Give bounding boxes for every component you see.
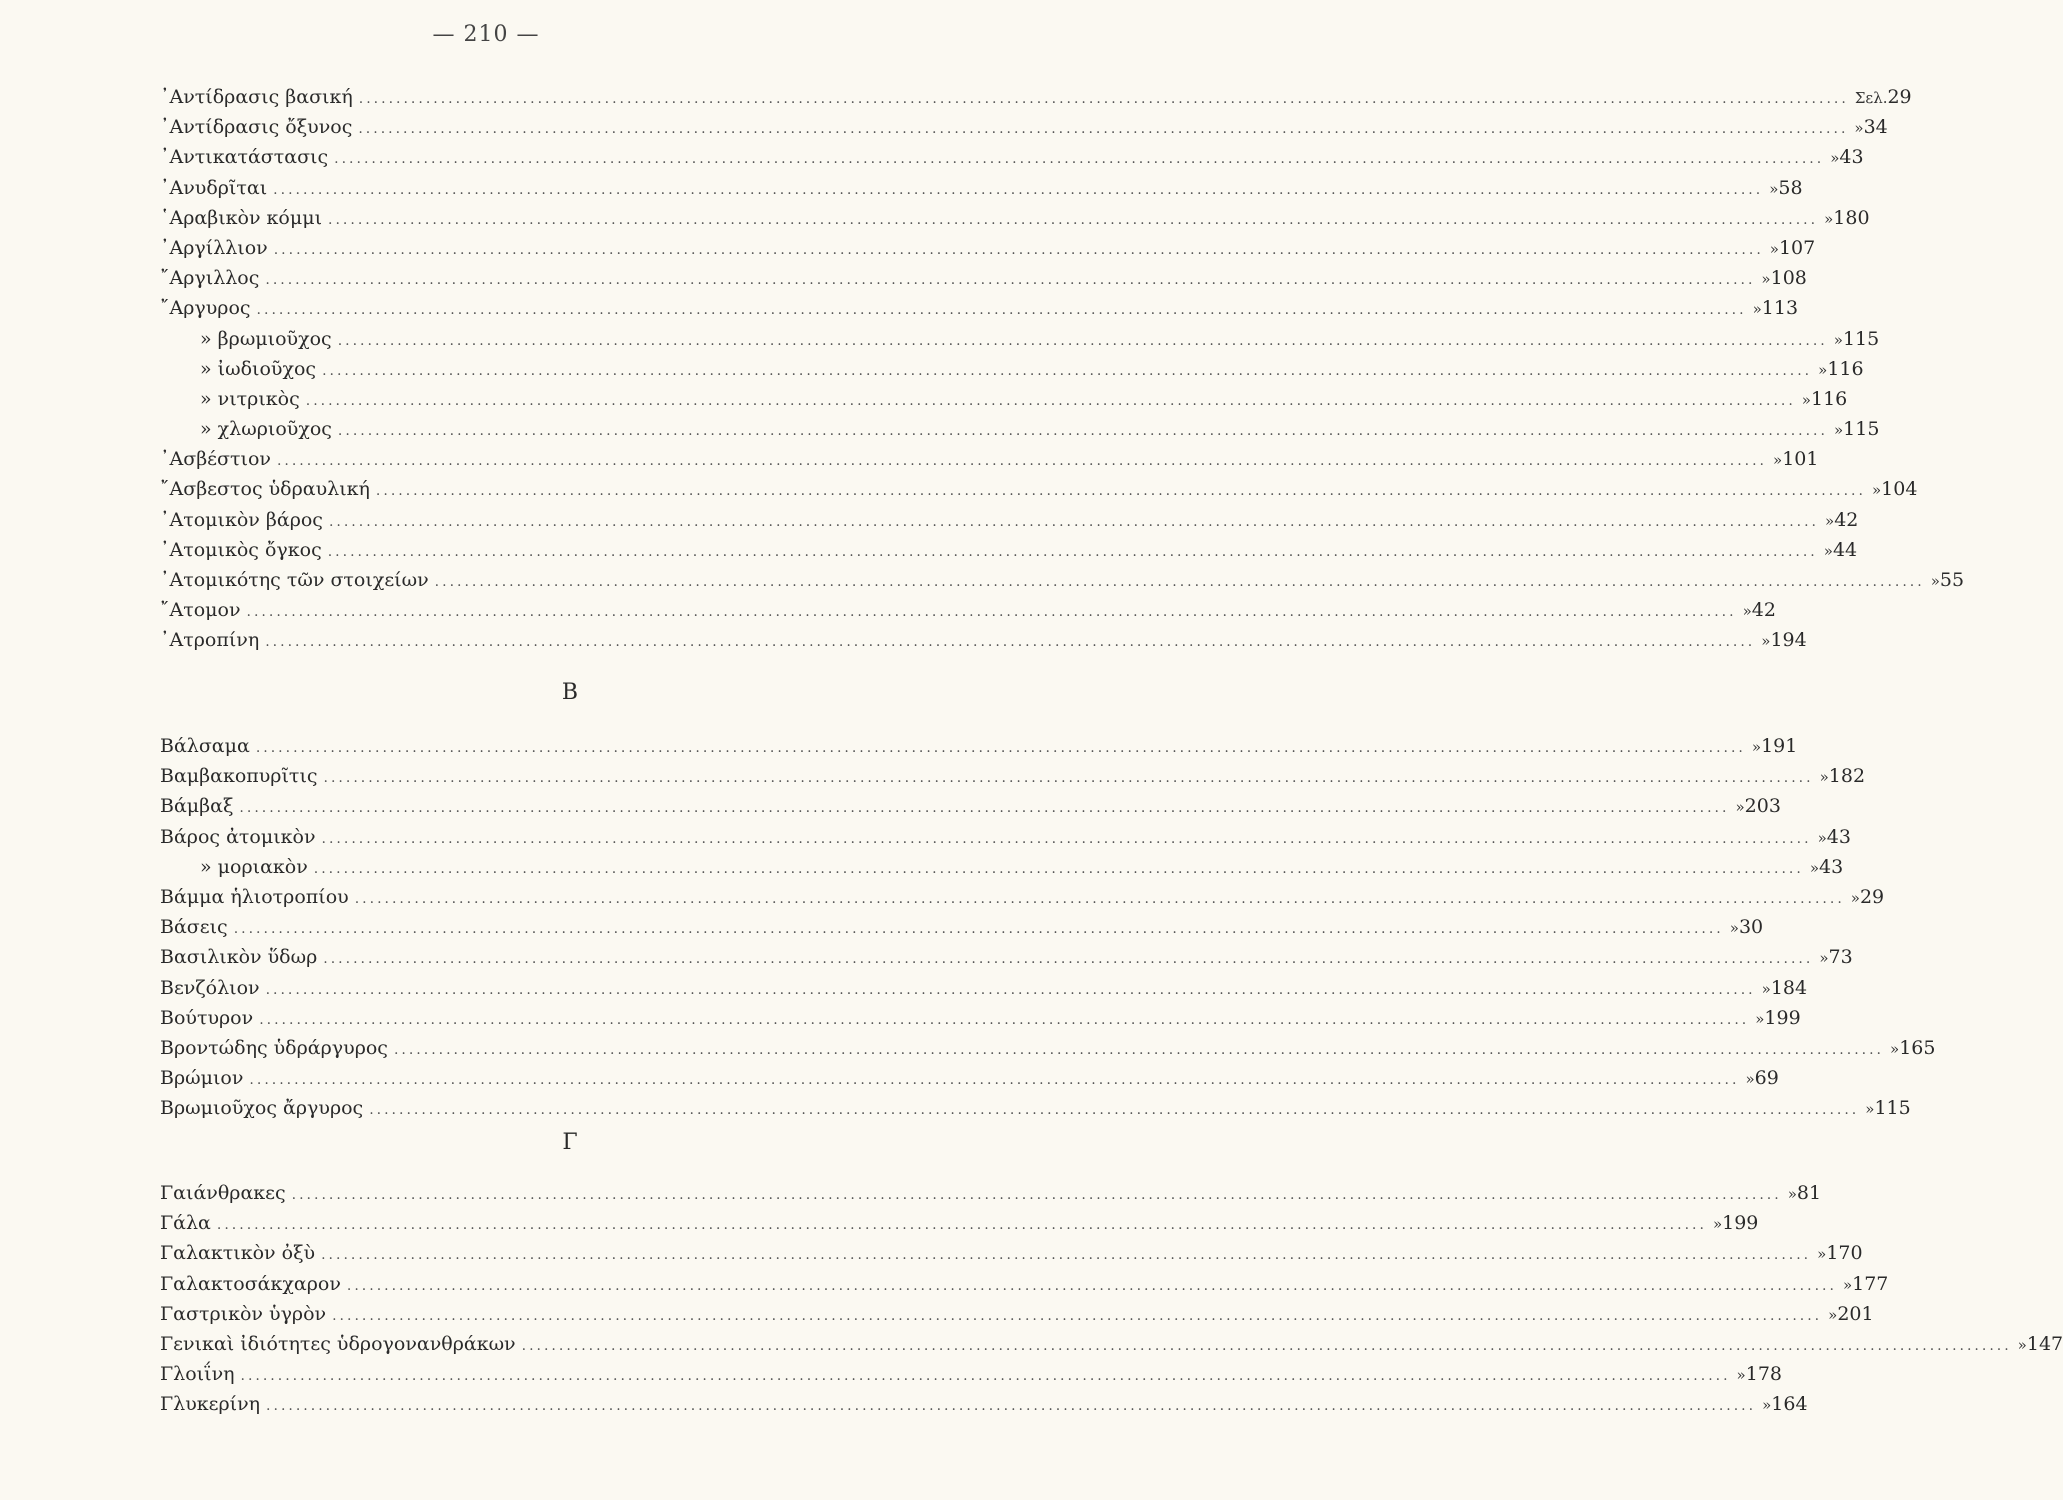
entry-page-number: 164 xyxy=(1771,1393,1808,1416)
ditto-mark: » xyxy=(1735,798,1745,817)
leader-dots: ........................................................................................................................................................................................................ xyxy=(521,1337,2012,1354)
entry-term: Γαιάνθρακες xyxy=(160,1182,286,1204)
entry-page-number: 194 xyxy=(1770,629,1807,652)
index-section-alpha xyxy=(160,82,1965,656)
entry-page-number: 165 xyxy=(1899,1036,1936,1059)
entry-term: Βαμβακοπυρῖτις xyxy=(160,765,318,788)
leader-dots: ........................................................................................................................................................................................................ xyxy=(337,332,1828,349)
entry-term: » μοριακὸν xyxy=(200,855,308,878)
ditto-mark: » xyxy=(1769,239,1779,258)
entry-page-number: 108 xyxy=(1770,267,1807,290)
entry-term: Βάσεις xyxy=(160,916,228,939)
leader-dots: ........................................................................................................................................................................................................ xyxy=(265,272,1756,289)
entry-page-number: 43 xyxy=(1826,825,1851,848)
entry-page-number: 115 xyxy=(1843,418,1880,441)
entry-term: Βάμμα ἡλιοτροπίου xyxy=(160,885,349,908)
entry-page-number: 104 xyxy=(1881,478,1918,501)
entry-page-number: 182 xyxy=(1828,765,1866,788)
entry-page-number: 101 xyxy=(1782,448,1819,471)
leader-dots: ........................................................................................................................................................................................................ xyxy=(246,604,1737,621)
ditto-mark: » xyxy=(1833,330,1843,349)
index-entry xyxy=(160,293,1799,323)
entry-page-number: 42 xyxy=(1751,599,1776,622)
leader-dots: ........................................................................................................................................................................................................ xyxy=(265,634,1756,651)
index-entry xyxy=(160,505,1859,535)
leader-dots: ........................................................................................................................................................................................................ xyxy=(322,362,1813,379)
entry-term: » χλωριοῦχος xyxy=(200,418,332,441)
leader-dots: ........................................................................................................................................................................................................ xyxy=(327,543,1818,560)
index-entry xyxy=(160,731,1798,761)
entry-term: Βροντώδης ὑδράργυρος xyxy=(160,1036,388,1059)
section-letter-gamma: Γ xyxy=(562,1130,578,1155)
index-entry xyxy=(160,1003,1801,1033)
entry-term: ᾽Ατομικὸν βάρος xyxy=(160,508,323,531)
entry-page-number: 81 xyxy=(1796,1182,1822,1204)
leader-dots: ........................................................................................................................................................................................................ xyxy=(393,1041,1884,1058)
entry-term: » βρωμιοῦχος xyxy=(200,327,332,350)
ditto-mark: » xyxy=(1817,828,1827,847)
entry-page-number: 113 xyxy=(1761,297,1799,320)
ditto-mark: » xyxy=(1736,1366,1746,1385)
ditto-mark: » xyxy=(1761,632,1771,651)
entry-term: ῎Ασβεστος ὑδραυλική xyxy=(160,478,370,501)
ditto-mark: » xyxy=(1752,300,1762,319)
leader-dots: ........................................................................................................................................................................................................ xyxy=(346,1277,1837,1294)
index-entry xyxy=(160,1389,1808,1419)
entry-term: ᾽Ατροπίνη xyxy=(160,629,260,652)
entry-page-number: 180 xyxy=(1833,206,1870,229)
entry-term: ῎Αργιλλος xyxy=(160,267,260,290)
entry-page-number: 147 xyxy=(2026,1332,2063,1355)
leader-dots: ........................................................................................................................................................................................................ xyxy=(328,211,1819,228)
entry-page-number: 107 xyxy=(1778,236,1816,259)
index-entry xyxy=(160,1238,1863,1268)
ditto-mark: » xyxy=(1823,541,1833,560)
ditto-mark: » xyxy=(1769,179,1779,198)
entry-term: Βούτυρον xyxy=(160,1006,254,1029)
leader-dots: ........................................................................................................................................................................................................ xyxy=(334,151,1825,168)
leader-dots: ........................................................................................................................................................................................................ xyxy=(216,1217,1707,1234)
entry-term: Γαστρικὸν ὑγρὸν xyxy=(160,1302,327,1325)
ditto-mark: » xyxy=(1871,481,1882,500)
index-entry xyxy=(160,1033,1936,1063)
index-entry xyxy=(160,1299,1874,1329)
index-entry xyxy=(160,474,1918,504)
leader-dots: ........................................................................................................................................................................................................ xyxy=(375,483,1866,500)
ditto-mark: » xyxy=(1761,979,1771,998)
ditto-mark: » xyxy=(1742,602,1752,621)
entry-term: Βάμβαξ xyxy=(160,795,234,818)
ditto-mark: » xyxy=(1787,1185,1797,1203)
entry-page-number: 116 xyxy=(1810,387,1848,410)
leader-dots: ........................................................................................................................................................................................................ xyxy=(337,423,1828,440)
ditto-mark: » xyxy=(1745,1070,1755,1089)
entry-term: ῎Ατομον xyxy=(160,599,241,622)
leader-dots: ........................................................................................................................................................................................................ xyxy=(305,392,1796,409)
ditto-mark: » xyxy=(1828,1305,1838,1324)
leader-dots: ........................................................................................................................................................................................................ xyxy=(321,1247,1812,1264)
entry-page-number: 177 xyxy=(1852,1272,1889,1295)
ditto-mark: » xyxy=(1729,919,1739,938)
entry-page-number: 42 xyxy=(1834,508,1859,531)
leader-dots: ........................................................................................................................................................................................................ xyxy=(273,241,1764,258)
ditto-mark: » xyxy=(1842,1275,1853,1294)
entry-term: ῎Αργυρος xyxy=(160,297,251,320)
index-entry xyxy=(160,535,1858,565)
leader-dots: ........................................................................................................................................................................................................ xyxy=(369,1102,1860,1119)
index-entry xyxy=(160,233,1816,263)
entry-page-number: 184 xyxy=(1770,976,1808,999)
entry-page-number: 170 xyxy=(1826,1242,1863,1265)
entry-term: ῾Αραβικὸν κόμμι xyxy=(160,206,323,229)
entry-page-number: 203 xyxy=(1744,795,1781,818)
entry-page-number: 116 xyxy=(1827,357,1864,380)
ditto-mark: » xyxy=(1809,858,1819,877)
leader-dots: ........................................................................................................................................................................................................ xyxy=(259,1011,1750,1028)
ditto-mark: » xyxy=(1761,270,1771,289)
index-entry xyxy=(160,1093,1911,1123)
entry-term: » νιτρικὸς xyxy=(200,387,300,410)
leader-dots: ........................................................................................................................................................................................................ xyxy=(328,513,1819,530)
leader-dots: ........................................................................................................................................................................................................ xyxy=(255,740,1746,756)
entry-term: Βρωμιοῦχος ἄργυρος xyxy=(160,1097,364,1120)
index-entry xyxy=(160,595,1776,625)
index-section-gamma xyxy=(160,1178,2063,1420)
leader-dots: ........................................................................................................................................................................................................ xyxy=(313,860,1804,877)
leader-dots: ........................................................................................................................................................................................................ xyxy=(273,181,1764,198)
ditto-mark: » xyxy=(1712,1215,1723,1234)
entry-term: Γαλακτοσάκχαρον xyxy=(160,1272,341,1295)
entry-page-number: 30 xyxy=(1738,916,1764,939)
leader-dots: ........................................................................................................................................................................................................ xyxy=(323,770,1814,787)
leader-dots: ........................................................................................................................................................................................................ xyxy=(332,1307,1823,1324)
index-entry xyxy=(160,625,1807,655)
ditto-mark: » xyxy=(1930,572,1940,590)
ditto-mark: » xyxy=(1890,1039,1900,1058)
entry-term: Βάλσαμα xyxy=(160,735,250,757)
index-entry xyxy=(160,203,1870,233)
entry-page-number: 115 xyxy=(1842,327,1880,350)
index-entry xyxy=(160,324,1880,354)
entry-page-number: 58 xyxy=(1778,176,1803,199)
entry-term: Βρώμιον xyxy=(160,1067,244,1090)
index-entry xyxy=(160,1208,1759,1238)
index-entry xyxy=(160,761,1866,791)
index-entry xyxy=(160,1269,1889,1299)
ditto-mark: » xyxy=(1751,738,1762,756)
index-entry xyxy=(160,852,1844,882)
ditto-mark: » xyxy=(1825,511,1835,530)
ditto-mark: » xyxy=(1773,451,1783,470)
index-entry xyxy=(160,414,1880,444)
entry-term: ᾽Αντικατάστασις xyxy=(160,146,329,169)
leader-dots: ........................................................................................................................................................................................................ xyxy=(291,1187,1782,1203)
leader-dots: ........................................................................................................................................................................................................ xyxy=(256,302,1747,319)
entry-term: Γλυκερίνη xyxy=(160,1393,261,1416)
ditto-mark: » xyxy=(1854,119,1864,138)
leader-dots: ........................................................................................................................................................................................................ xyxy=(321,830,1812,847)
ditto-mark: » xyxy=(2017,1335,2027,1354)
entry-page-number: 29 xyxy=(1887,86,1912,108)
entry-page-number: 44 xyxy=(1832,538,1858,561)
leader-dots: ........................................................................................................................................................................................................ xyxy=(239,800,1730,817)
page-number: — 210 — xyxy=(432,22,540,47)
entry-page-number: 199 xyxy=(1764,1006,1801,1029)
entry-page-number: 199 xyxy=(1722,1212,1759,1235)
ditto-mark: » xyxy=(1801,390,1811,409)
entry-page-number: 178 xyxy=(1745,1363,1782,1386)
entry-term: ᾽Αντίδρασις ὄξυνος xyxy=(160,116,353,139)
index-entry xyxy=(160,112,1888,142)
entry-term: Γάλα xyxy=(160,1212,211,1235)
entry-page-number: 191 xyxy=(1761,735,1798,757)
ditto-mark: » xyxy=(1850,888,1860,907)
entry-page-number: 115 xyxy=(1874,1097,1911,1120)
leader-dots: ........................................................................................................................................................................................................ xyxy=(354,890,1845,907)
leader-dots: ........................................................................................................................................................................................................ xyxy=(358,91,1849,107)
index-entry xyxy=(160,384,1848,414)
entry-page-number: 29 xyxy=(1859,885,1885,908)
ditto-mark: » xyxy=(1830,149,1840,168)
entry-page-number: 73 xyxy=(1828,946,1853,969)
ditto-mark: » xyxy=(1762,1396,1772,1415)
ditto-mark: » xyxy=(1819,949,1829,968)
leader-dots: ........................................................................................................................................................................................................ xyxy=(265,981,1756,998)
entry-term: Γλοιΐνη xyxy=(160,1363,235,1386)
leader-dots: ........................................................................................................................................................................................................ xyxy=(240,1368,1731,1385)
entry-page-number: 34 xyxy=(1863,116,1888,139)
entry-term: ᾽Ανυδρῖται xyxy=(160,176,268,199)
section-letter-beta: Β xyxy=(561,680,579,705)
ditto-mark: » xyxy=(1819,768,1829,787)
entry-term: ᾽Ατομικότης τῶν στοιχείων xyxy=(160,569,429,591)
index-entry xyxy=(160,912,1764,942)
ditto-mark: » xyxy=(1755,1009,1765,1028)
ditto-mark: » xyxy=(1818,360,1828,379)
leader-dots: ........................................................................................................................................................................................................ xyxy=(276,453,1767,470)
leader-dots: ........................................................................................................................................................................................................ xyxy=(233,921,1724,938)
index-section-beta xyxy=(160,731,1936,1123)
index-entry xyxy=(160,1359,1782,1389)
leader-dots: ........................................................................................................................................................................................................ xyxy=(266,1398,1757,1415)
entry-term: ᾽Αργίλλιον xyxy=(160,236,268,259)
ditto-mark: » xyxy=(1865,1100,1875,1119)
index-entry xyxy=(160,444,1819,474)
entry-page-number: 43 xyxy=(1839,146,1864,169)
ditto-mark: » xyxy=(1824,209,1834,228)
index-entry xyxy=(160,882,1885,912)
entry-page-number: 69 xyxy=(1754,1067,1779,1090)
entry-term: Γενικαὶ ἰδιότητες ὑδρογονανθράκων xyxy=(160,1332,516,1355)
index-entry xyxy=(160,82,1912,112)
ditto-mark: » xyxy=(1833,421,1844,440)
index-entry xyxy=(160,791,1781,821)
leader-dots: ........................................................................................................................................................................................................ xyxy=(358,121,1849,138)
ditto-mark: » xyxy=(1817,1245,1827,1264)
entry-page-number: 55 xyxy=(1939,569,1965,591)
entry-term: ᾽Ατομικὸς ὄγκος xyxy=(160,538,322,561)
entry-term: » ἰωδιοῦχος xyxy=(200,357,317,380)
index-entry xyxy=(160,263,1807,293)
index-entry xyxy=(160,1063,1779,1093)
index-entry xyxy=(160,354,1864,384)
entry-term: ᾽Ασβέστιον xyxy=(160,448,271,471)
index-entry xyxy=(160,973,1808,1003)
ditto-mark: Σελ. xyxy=(1854,89,1888,107)
index-entry xyxy=(160,822,1851,852)
index-entry xyxy=(160,1329,2063,1359)
entry-page-number: 201 xyxy=(1837,1302,1874,1325)
index-entry xyxy=(160,565,1965,595)
index-entry xyxy=(160,1178,1822,1208)
entry-term: Γαλακτικὸν ὀξὺ xyxy=(160,1242,316,1265)
leader-dots: ........................................................................................................................................................................................................ xyxy=(434,574,1925,590)
entry-term: Βάρος ἀτομικὸν xyxy=(160,825,316,848)
entry-term: Βασιλικὸν ὕδωρ xyxy=(160,946,318,969)
entry-term: Βενζόλιον xyxy=(160,976,260,999)
leader-dots: ........................................................................................................................................................................................................ xyxy=(323,951,1814,968)
index-entry xyxy=(160,142,1864,172)
entry-term: ᾽Αντίδρασις βασική xyxy=(160,86,353,108)
index-entry xyxy=(160,173,1803,203)
entry-page-number: 43 xyxy=(1819,855,1844,878)
index-entry xyxy=(160,942,1853,972)
leader-dots: ........................................................................................................................................................................................................ xyxy=(249,1072,1740,1089)
